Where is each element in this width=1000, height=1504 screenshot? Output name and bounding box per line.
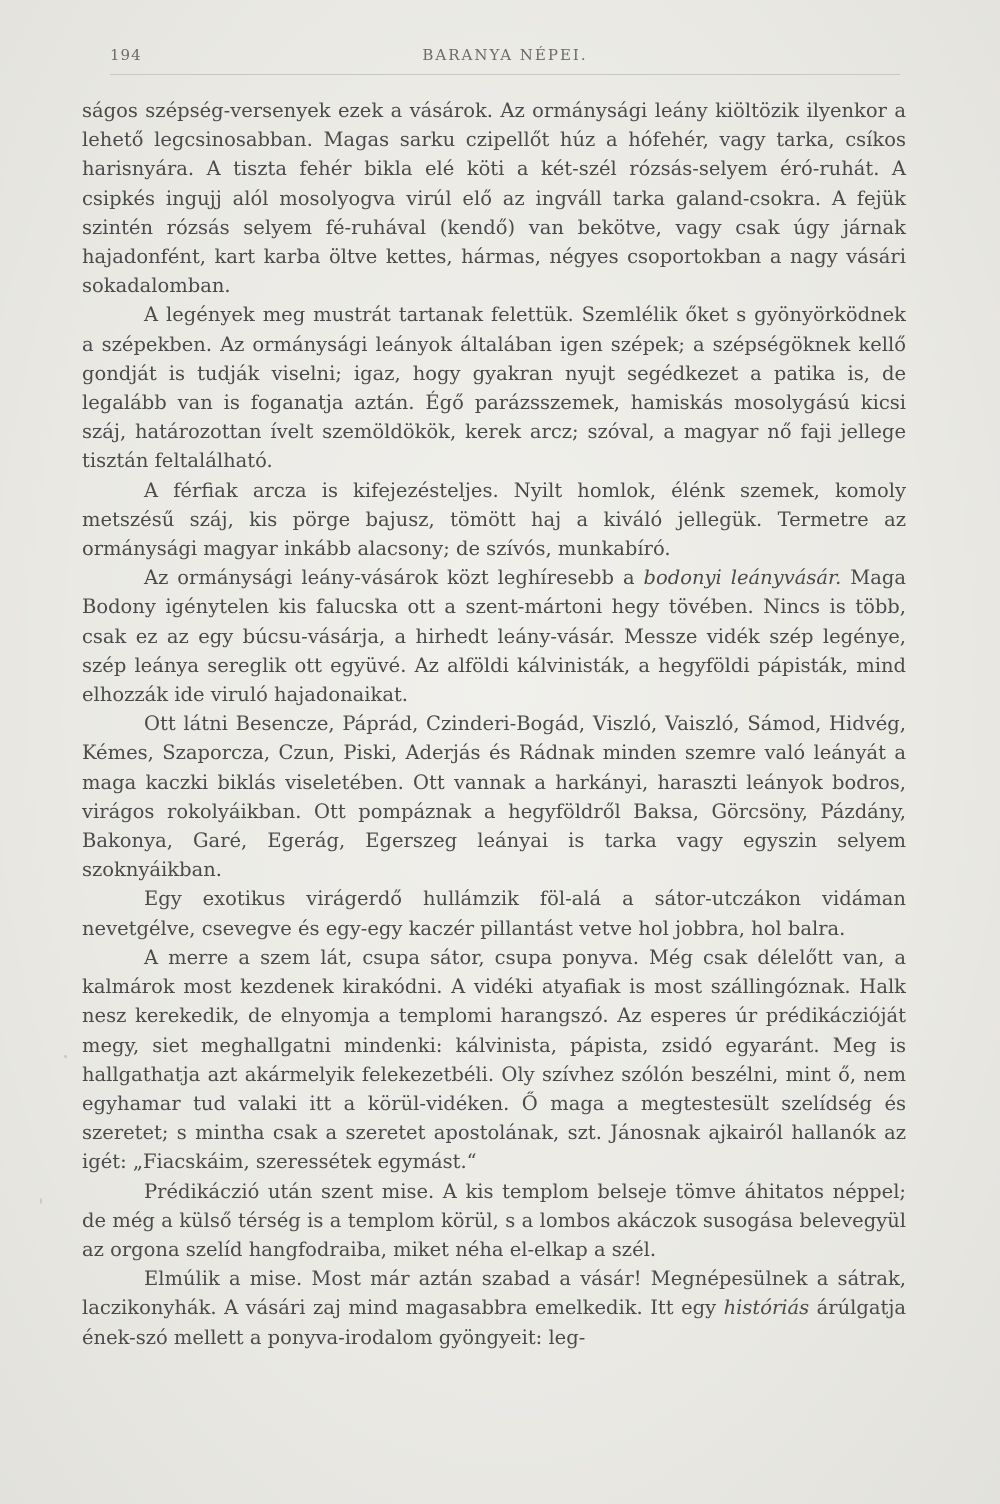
- text-run: A legények meg mustrát tartanak felettük. Szemlélik őket s gyönyörködnek a szépekben. Az ormánysági leányok általában igen szépek; a szépségöknek kellő gondját is tudják viselni; igaz, hogy gyakran nyujt segédkezet a patika is, de legalább van is foganatja aztán. Égő parázsszemek, hamiskás mosolygású kicsi száj, határozottan ívelt szemöldökök, kerek arcz; szóval, a magyar nő faji jellege tisztán feltalálható.: [82, 303, 906, 473]
- paper-speck: [64, 1055, 67, 1058]
- text-run: Elmúlik a mise. Most már aztán szabad a vásár! Megnépesülnek a sátrak, laczikonyhák. A vásári zaj mind magasabbra emelkedik. Itt egy: [82, 1267, 906, 1320]
- paragraph: [82, 476, 906, 564]
- paragraph: [82, 943, 906, 1177]
- text-run: árúlgatja ének-szó mellett a ponyva-irodalom gyöngyeit: leg-: [82, 1296, 907, 1349]
- text-run: Egy exotikus virágerdő hullámzik föl-alá a sátor-utczákon vidáman nevetgélve, csevegve és egy-egy kaczér pillantást vetve hol jobbra, hol balra.: [82, 887, 906, 940]
- body-text: [82, 96, 906, 1352]
- paragraph: [82, 300, 906, 475]
- text-run: ságos szépség-versenyek ezek a vásárok. Az ormánysági leány kiöltözik ilyenkor a lehető legcsinosabban. Magas sarku czipellőt húz a hófehér, vagy tarka, csíkos harisnyára. A tiszta fehér bikla elé köti a két-szél rózsás-selyem éró-ruhát. A csipkés ingujj alól mosolyogva virúl elő az ingváll tarka galand-csokra. A fejük szintén rózsás selyem fé-ruhával (kendő) van bekötve, vagy csak úgy járnak hajadonfént, kart karba öltve kettes, hármas, négyes csoportokban a nagy vásári sokadalomban.: [82, 99, 906, 298]
- text-run: Prédikáczió után szent mise. A kis templom belseje tömve áhitatos néppel; de még a külső térség is a templom körül, s a lombos akáczok susogása belevegyül az orgona szelíd hangfodraiba, miket néha el-elkap a szél.: [82, 1179, 906, 1261]
- running-head: BARANYA NÉPEI.: [422, 46, 588, 64]
- text-run: Maga Bodony igénytelen kis falucska ott a szent-mártoni hegy tövében. Nincs is több, csak ez az egy búcsu-vásárja, a hirhedt leány-vásár. Messze vidék szép legénye, szép leánya sereglik ott együvé. Az alföldi kálvinisták, a hegyföldi pápisták, mind elhozzák ide viruló hajadonaikat.: [82, 566, 906, 707]
- text-run: A férfiak arcza is kifejezésteljes. Nyilt homlok, élénk szemek, komoly metszésű száj, kis pörge bajusz, tömött haj a kiváló jellegük. Termetre az ormánysági magyar inkább alacsony; de szívós, munkabíró.: [82, 478, 906, 561]
- paragraph: [82, 1264, 906, 1352]
- paragraph: [82, 884, 906, 942]
- page-number: 194: [110, 46, 142, 64]
- italic-text: históriás: [723, 1296, 810, 1320]
- page-header: [110, 46, 900, 70]
- text-run: Ott látni Besencze, Páprád, Czinderi-Bogád, Viszló, Vaiszló, Sámod, Hidvég, Kémes, Szaporcza, Czun, Piski, Aderjás és Rádnak minden szemre való leányát a maga kaczki biklás viseletében. Ott vannak a harkányi, haraszti leányok bodros, virágos rokolyáikban. Ott pompáznak a hegyföldről Baksa, Görcsöny, Pázdány, Bakonya, Garé, Egerág, Egerszeg leányai is tarka vagy egyszin selyem szoknyáikban.: [82, 712, 906, 882]
- paragraph: [82, 96, 906, 300]
- header-rule: [110, 74, 900, 75]
- paragraph: [82, 709, 906, 884]
- paragraph: [82, 563, 906, 709]
- paragraph: [82, 1177, 906, 1265]
- text-run: A merre a szem lát, csupa sátor, csupa ponyva. Még csak délelőtt van, a kalmárok most kezdenek kirakódni. A vidéki atyafiak is most szállingóznak. Halk nesz kerekedik, de elnyomja a templomi harangszó. Az esperes úr prédikáczióját megy, siet meghallgatni mindenki: kálvinista, pápista, zsidó egyaránt. Meg is hallgathatja azt akármelyik felekezetbéli. Oly szívhez szólón beszélni, mint ő, nem egyhamar tud valaki itt a körül-vidéken. Ő maga a megtestesült szelídség és szeretet; s mintha csak a szeretet apostolának, szt. Jánosnak ajkairól hallanók az igét: „Fiacskáim, szeressétek egymást.“: [82, 945, 906, 1174]
- text-run: Az ormánysági leány-vásárok közt leghíresebb a: [144, 566, 644, 590]
- paper-speck: [40, 1198, 42, 1204]
- italic-text: bodonyi leányvásár.: [643, 566, 842, 590]
